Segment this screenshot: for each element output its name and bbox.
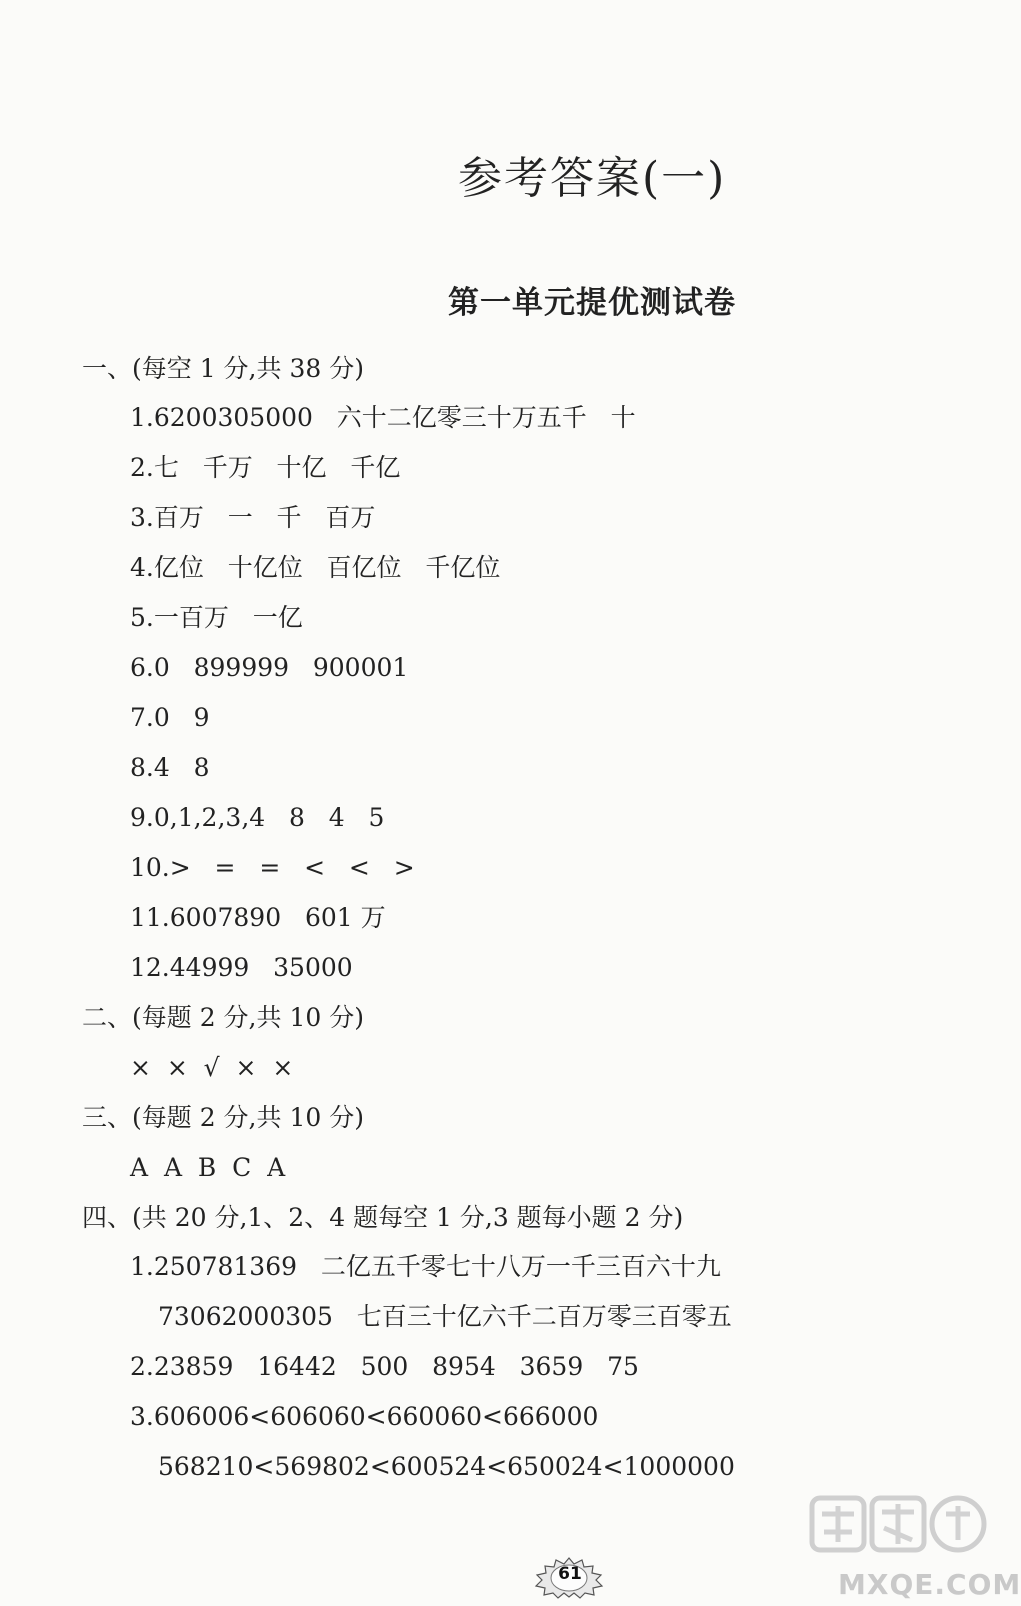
section-1-heading: 一、(每空 1 分,共 38 分)	[82, 354, 364, 383]
answer-line: 73062000305 七百三十亿六千二百万零三百零五	[158, 1302, 732, 1331]
page-title: 参考答案(一)	[458, 153, 727, 204]
true-false-answers: × × √ × ×	[130, 1053, 294, 1082]
answer-line: 6.0 899999 900001	[130, 653, 409, 682]
section-3-heading: 三、(每题 2 分,共 10 分)	[82, 1103, 364, 1132]
answer-line: 3.百万 一 千 百万	[130, 503, 376, 532]
page-number: 61	[558, 1564, 582, 1584]
choice-answers: A A B C A	[130, 1153, 286, 1182]
answer-line: 12.44999 35000	[130, 953, 353, 982]
answer-line: 1.6200305000 六十二亿零三十万五千 十	[130, 403, 636, 432]
answer-line: 11.6007890 601 万	[130, 903, 386, 932]
answer-line: 4.亿位 十亿位 百亿位 千亿位	[130, 553, 501, 582]
watermark-text: MXQE.COM	[838, 1568, 1021, 1601]
answer-line: 7.0 9	[130, 703, 210, 732]
answer-line: 3.606006<606060<660060<666000	[130, 1402, 599, 1431]
unit-test-title: 第一单元提优测试卷	[448, 285, 736, 321]
answer-line: 5.一百万 一亿	[130, 603, 303, 632]
section-4-heading: 四、(共 20 分,1、2、4 题每空 1 分,3 题每小题 2 分)	[82, 1203, 684, 1232]
answer-line: 10.> = = < < >	[130, 853, 415, 882]
answer-line: 8.4 8	[130, 753, 210, 782]
answer-line: 9.0,1,2,3,4 8 4 5	[130, 803, 385, 832]
answer-line: 1.250781369 二亿五千零七十八万一千三百六十九	[130, 1252, 721, 1281]
section-2-heading: 二、(每题 2 分,共 10 分)	[82, 1003, 364, 1032]
answer-line: 2.七 千万 十亿 千亿	[130, 453, 401, 482]
answer-line: 2.23859 16442 500 8954 3659 75	[130, 1352, 639, 1381]
answer-line: 568210<569802<600524<650024<1000000	[158, 1452, 735, 1481]
